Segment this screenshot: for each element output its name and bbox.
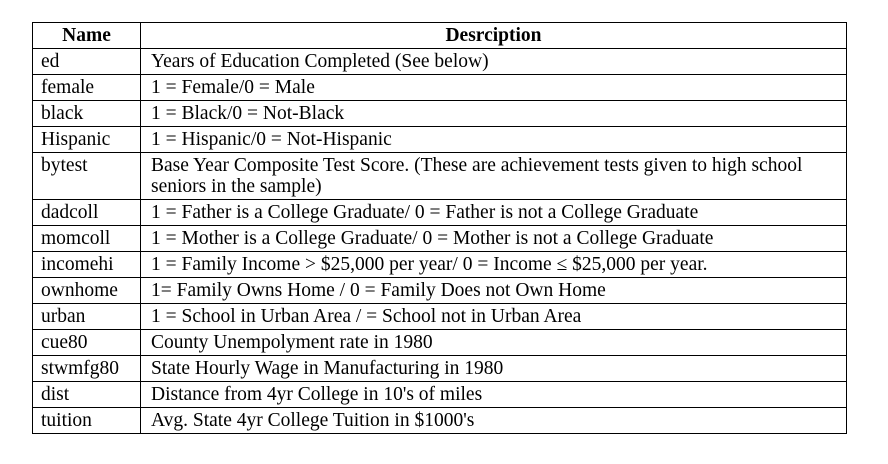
- table-row: [33, 127, 847, 153]
- variable-description: Avg. State 4yr College Tuition in $1000's: [141, 408, 847, 434]
- variable-description: 1= Family Owns Home / 0 = Family Does not Own Home: [141, 278, 847, 304]
- variable-name: ownhome: [33, 278, 141, 304]
- variable-name: bytest: [33, 153, 141, 200]
- variable-description: County Unempolyment rate in 1980: [141, 330, 847, 356]
- table-row: [33, 226, 847, 252]
- table-row: [33, 101, 847, 127]
- variable-description: 1 = School in Urban Area / = School not in Urban Area: [141, 304, 847, 330]
- table-row: [33, 49, 847, 75]
- variable-name: female: [33, 75, 141, 101]
- table-row: [33, 278, 847, 304]
- table-row: [33, 75, 847, 101]
- table-row: [33, 252, 847, 278]
- table-row: [33, 356, 847, 382]
- table-row: [33, 408, 847, 434]
- variable-name: cue80: [33, 330, 141, 356]
- variable-name: black: [33, 101, 141, 127]
- variable-name: incomehi: [33, 252, 141, 278]
- table-row: [33, 330, 847, 356]
- variable-name: ed: [33, 49, 141, 75]
- variable-name: Hispanic: [33, 127, 141, 153]
- variable-description: Distance from 4yr College in 10's of miles: [141, 382, 847, 408]
- variable-description: Base Year Composite Test Score. (These are achievement tests given to high school seniors in the sample): [141, 153, 847, 200]
- variable-name: urban: [33, 304, 141, 330]
- table-row: [33, 200, 847, 226]
- table-row: [33, 153, 847, 200]
- table-row: [33, 304, 847, 330]
- variable-name: dist: [33, 382, 141, 408]
- table-row: [33, 382, 847, 408]
- table-header-row: [33, 23, 847, 49]
- variable-description: 1 = Black/0 = Not-Black: [141, 101, 847, 127]
- header-name: Name: [33, 23, 141, 49]
- variable-description: 1 = Mother is a College Graduate/ 0 = Mother is not a College Graduate: [141, 226, 847, 252]
- variable-table: [32, 22, 847, 434]
- variable-description: 1 = Hispanic/0 = Not-Hispanic: [141, 127, 847, 153]
- header-description: Desrciption: [141, 23, 847, 49]
- variable-description: 1 = Father is a College Graduate/ 0 = Father is not a College Graduate: [141, 200, 847, 226]
- variable-name: momcoll: [33, 226, 141, 252]
- variable-description: 1 = Female/0 = Male: [141, 75, 847, 101]
- variable-name: dadcoll: [33, 200, 141, 226]
- variable-name: stwmfg80: [33, 356, 141, 382]
- variable-description: 1 = Family Income > $25,000 per year/ 0 = Income ≤ $25,000 per year.: [141, 252, 847, 278]
- variable-description: State Hourly Wage in Manufacturing in 1980: [141, 356, 847, 382]
- variable-description: Years of Education Completed (See below): [141, 49, 847, 75]
- variable-name: tuition: [33, 408, 141, 434]
